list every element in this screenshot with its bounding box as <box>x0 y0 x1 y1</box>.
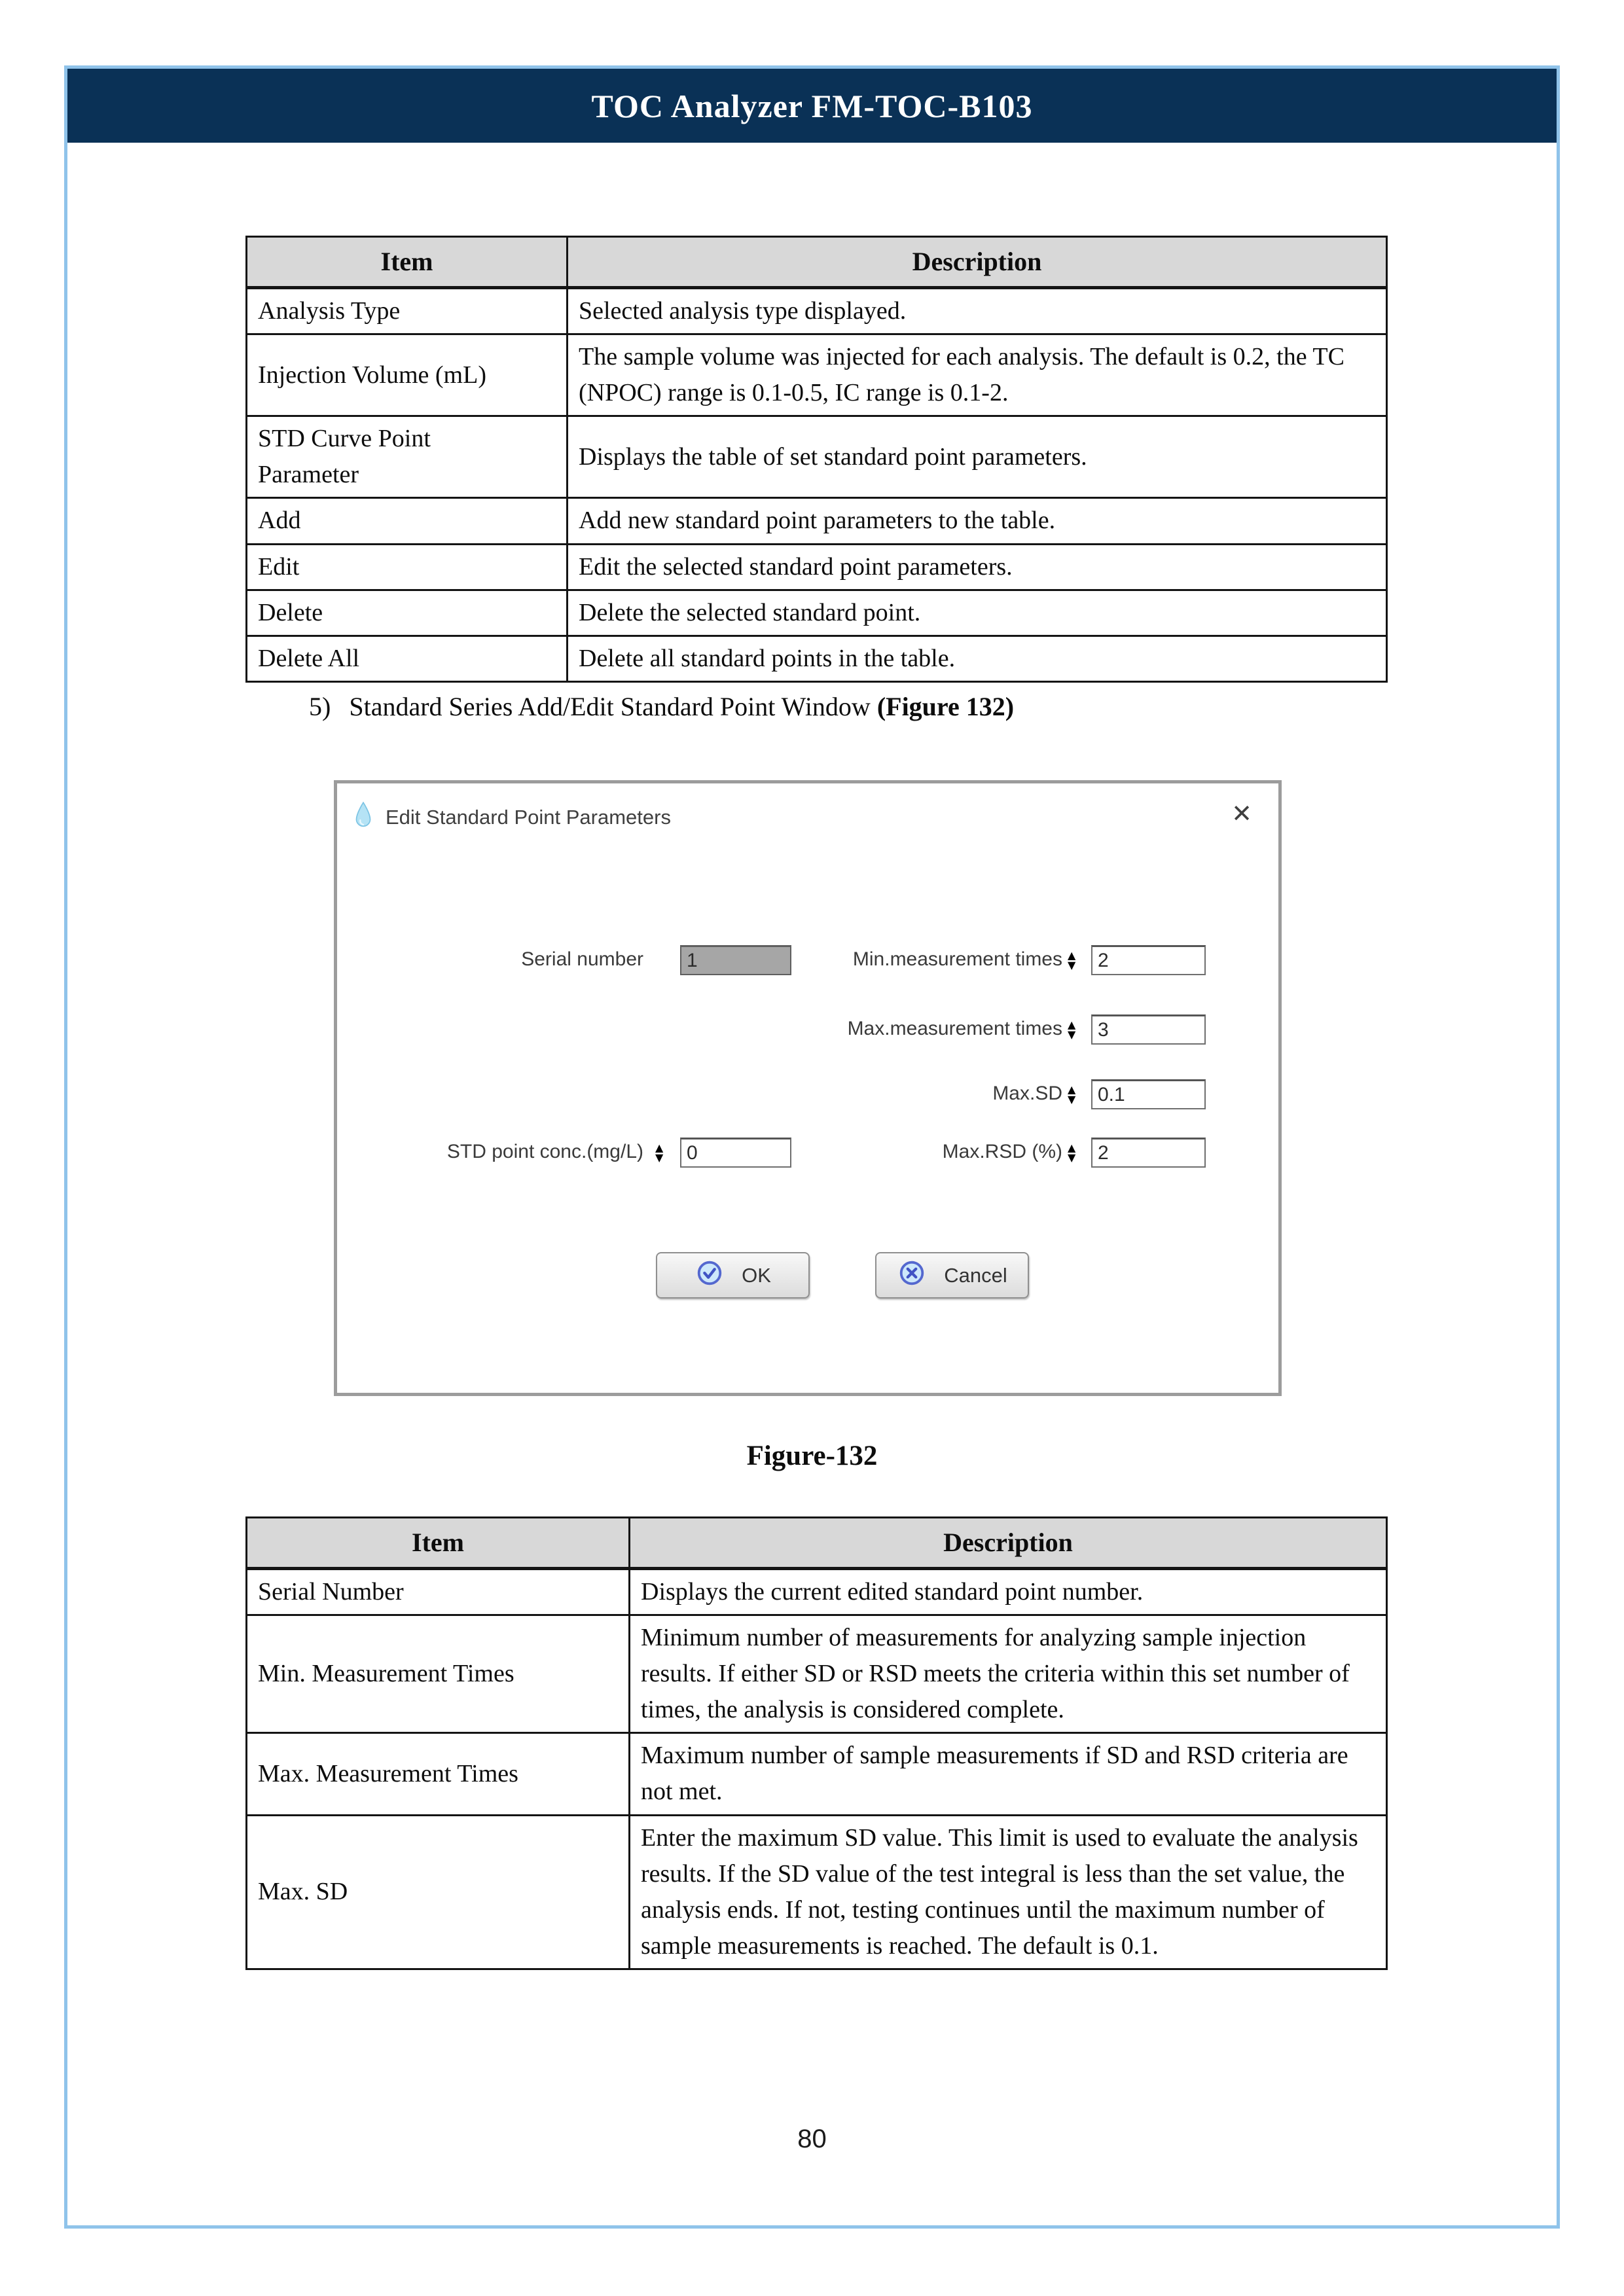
column-header-item: Item <box>247 1518 630 1569</box>
figure-reference: (Figure 132) <box>876 692 1015 721</box>
close-icon[interactable]: ✕ <box>1227 800 1256 827</box>
table-cell: Edit <box>247 544 568 590</box>
max-sd-input[interactable] <box>1091 1079 1206 1109</box>
table-cell: Edit the selected standard point parameters. <box>568 544 1387 590</box>
table-cell: Displays the table of set standard point parameters. <box>568 416 1387 498</box>
dialog-titlebar <box>354 802 671 833</box>
table-cell: STD Curve Point Parameter <box>247 416 568 498</box>
table-row <box>247 498 1387 544</box>
spinner-down-icon[interactable]: ▼ <box>1068 1151 1076 1164</box>
table-cell: Displays the current edited standard point number. <box>630 1569 1387 1615</box>
section-number: 5) <box>309 692 331 721</box>
section-heading <box>309 691 1014 722</box>
spinner-down-icon[interactable]: ▼ <box>1068 1093 1076 1105</box>
max-sd-spinner[interactable] <box>1068 1085 1075 1104</box>
column-header-item: Item <box>247 237 568 288</box>
table-cell: Delete All <box>247 636 568 681</box>
section-title: Standard Series Add/Edit Standard Point Window <box>349 692 871 721</box>
table-header-row <box>247 237 1387 288</box>
table-cell: Minimum number of measurements for analyzing sample injection results. If either SD or RSD meets the criteria within this set number of times, the analysis is considered complete. <box>630 1615 1387 1733</box>
table-cell: Max. SD <box>247 1815 630 1969</box>
std-point-conc-spinner[interactable] <box>655 1143 663 1162</box>
std-point-conc-label: STD point conc.(mg/L) <box>446 1141 643 1162</box>
spinner-down-icon[interactable]: ▼ <box>1068 959 1076 971</box>
document-title: TOC Analyzer FM-TOC-B103 <box>591 87 1033 124</box>
table-cell: Analysis Type <box>247 288 568 334</box>
max-measurement-times-input[interactable] <box>1091 1014 1206 1045</box>
table-cell: Selected analysis type displayed. <box>568 288 1387 334</box>
cancel-x-icon <box>897 1258 927 1293</box>
max-measurement-times-label: Max.measurement times <box>847 1018 1062 1039</box>
column-header-description: Description <box>630 1518 1387 1569</box>
max-rsd-spinner[interactable] <box>1068 1143 1075 1162</box>
cancel-button[interactable] <box>875 1252 1029 1299</box>
table-cell: Delete the selected standard point. <box>568 590 1387 636</box>
table-cell: Add new standard point parameters to the table. <box>568 498 1387 544</box>
table-row <box>247 1569 1387 1615</box>
table-row <box>247 288 1387 334</box>
spinner-up-icon[interactable]: ▲ <box>655 1141 664 1154</box>
edit-standard-point-dialog <box>334 780 1282 1396</box>
spinner-up-icon[interactable]: ▲ <box>1068 1141 1076 1154</box>
ok-button-label: OK <box>742 1263 771 1287</box>
dialog-title: Edit Standard Point Parameters <box>386 805 671 829</box>
spinner-down-icon[interactable]: ▼ <box>1068 1028 1076 1041</box>
document-header <box>67 69 1557 143</box>
table-cell: Add <box>247 498 568 544</box>
serial-number-label: Serial number <box>521 948 643 970</box>
table-cell: Delete <box>247 590 568 636</box>
table-cell: Max. Measurement Times <box>247 1733 630 1815</box>
table-cell: Enter the maximum SD value. This limit is used to evaluate the analysis results. If the SD value of the test integral is less than the set value, the analysis ends. If not, testing continues until the maximum number of sample measurements is reached. The default is 0.1. <box>630 1815 1387 1969</box>
table-row <box>247 1733 1387 1815</box>
ok-button[interactable] <box>656 1252 810 1299</box>
table-cell: Serial Number <box>247 1569 630 1615</box>
item-description-table-2 <box>245 1516 1388 1970</box>
table-cell: Delete all standard points in the table. <box>568 636 1387 681</box>
table-cell: The sample volume was injected for each analysis. The default is 0.2, the TC (NPOC) range is 0.1-0.5, IC range is 0.1-2. <box>568 334 1387 416</box>
max-rsd-label: Max.RSD (%) <box>942 1141 1062 1162</box>
table-row <box>247 1615 1387 1733</box>
min-measurement-times-label: Min.measurement times <box>852 948 1062 970</box>
min-measurement-times-spinner[interactable] <box>1068 950 1075 970</box>
table-row <box>247 1815 1387 1969</box>
max-rsd-input[interactable] <box>1091 1138 1206 1168</box>
spinner-up-icon[interactable]: ▲ <box>1068 1083 1076 1096</box>
table-row <box>247 334 1387 416</box>
table-row <box>247 416 1387 498</box>
table-header-row <box>247 1518 1387 1569</box>
cancel-button-label: Cancel <box>944 1263 1007 1287</box>
max-measurement-times-spinner[interactable] <box>1068 1020 1075 1039</box>
water-drop-icon <box>354 802 372 833</box>
ok-check-icon <box>695 1258 725 1293</box>
table-row <box>247 636 1387 681</box>
spinner-up-icon[interactable]: ▲ <box>1068 1018 1076 1031</box>
spinner-down-icon[interactable]: ▼ <box>655 1151 664 1164</box>
item-description-table-1 <box>245 236 1388 683</box>
table-cell: Injection Volume (mL) <box>247 334 568 416</box>
table-row <box>247 590 1387 636</box>
spinner-up-icon[interactable]: ▲ <box>1068 949 1076 961</box>
column-header-description: Description <box>568 237 1387 288</box>
min-measurement-times-input[interactable] <box>1091 945 1206 975</box>
serial-number-input <box>680 945 791 975</box>
page-number: 80 <box>797 2125 827 2153</box>
table-cell: Maximum number of sample measurements if SD and RSD criteria are not met. <box>630 1733 1387 1815</box>
figure-caption: Figure-132 <box>746 1441 878 1471</box>
max-sd-label: Max.SD <box>992 1083 1062 1104</box>
std-point-conc-input[interactable] <box>680 1138 791 1168</box>
table-row <box>247 544 1387 590</box>
table-cell: Min. Measurement Times <box>247 1615 630 1733</box>
